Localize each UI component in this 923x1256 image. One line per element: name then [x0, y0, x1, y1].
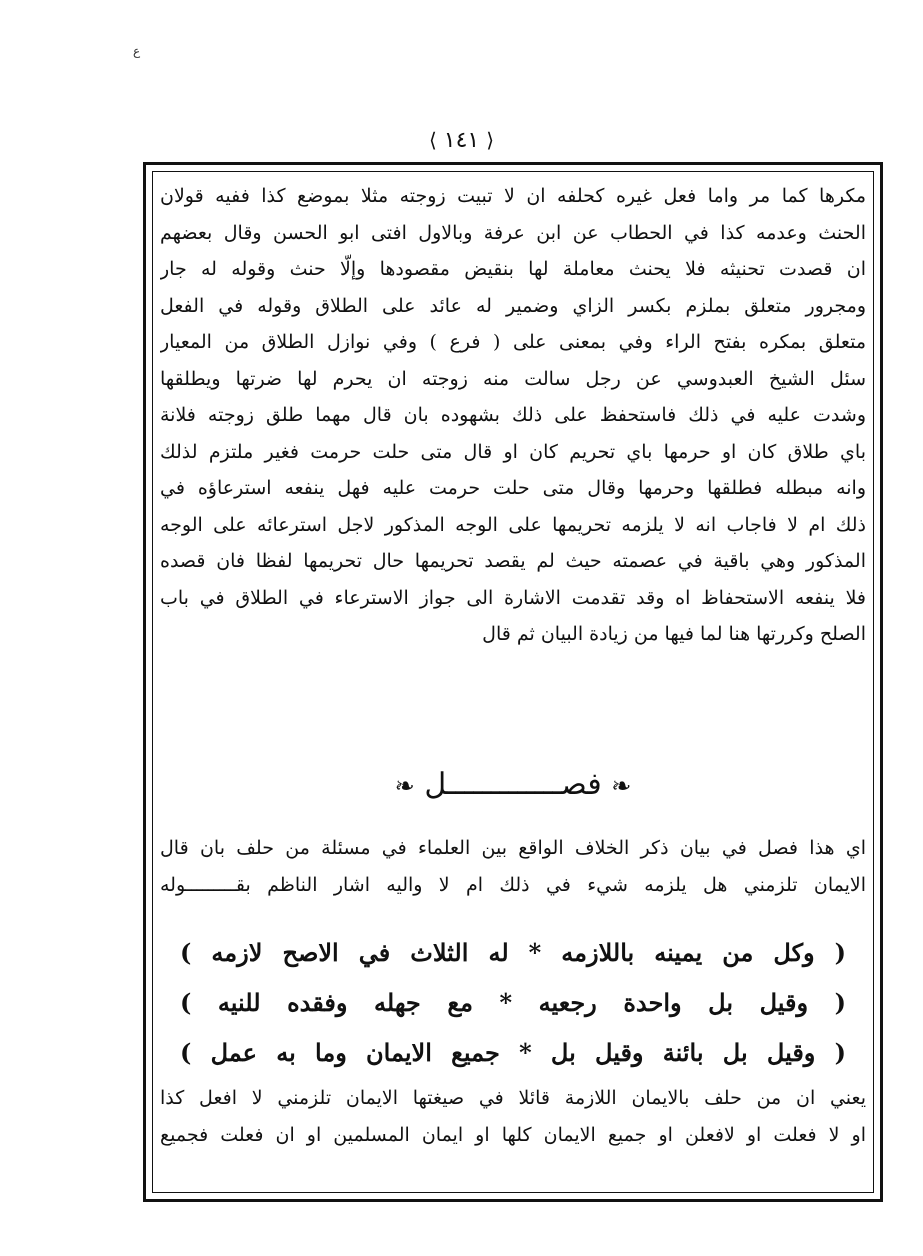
verse-block	[180, 928, 846, 1078]
body-line: وشدت عليه في ذلك فاستحفظ على ذلك بشهوده بان قال مهما طلق زوجته فلانة	[160, 404, 866, 426]
body-line: وانه مبطله فطلقها وحرمها وقال متى حلت حرمت عليه فهل ينفعه استرعاؤه في	[160, 477, 866, 499]
explanation-line: يعني ان من حلف بالايمان اللازمة قائلا في صيغتها الايمان تلزمني لا افعل كذا	[160, 1087, 866, 1109]
section-ornament-icon: ❧	[611, 772, 632, 800]
verse-line: ( وقيل بل واحدة رجعيه * مع جهله وفقده للنيه )	[180, 988, 846, 1017]
verse-line: ( وقيل بل بائنة وقيل بل * جميع الايمان وما به عمل )	[180, 1038, 846, 1067]
margin-mark: ع	[133, 44, 141, 58]
body-line: ذلك ام لا فاجاب انه لا يلزمه تحريمها على الوجه المذكور لاجل استرعائه على الوجه	[160, 513, 866, 536]
section-title: فصـــــــــــــل	[424, 767, 602, 802]
body-line: المذكور وهي باقية في عصمته حيث لم يقصد تحريمها حال تحريمها لفظا فان قصده	[160, 550, 866, 572]
body-line: الصلح وكررتها هنا لما فيها من زيادة البيان ثم قال	[482, 623, 866, 645]
page-number-header	[0, 128, 923, 153]
section-ornament-icon: ❧	[394, 772, 415, 800]
body-line: الحنث وعدمه كذا في الحطاب عن ابن عرفة وبالاول افتى ابو الحسن وقال بعضهم	[160, 221, 866, 244]
explanation-line: او لا فعلت او لافعلن او جميع الايمان كلها او ايمان المسلمين او ان فعلت فجميع	[160, 1123, 866, 1146]
intro-text	[160, 830, 866, 903]
body-line: متعلق بمكره بفتح الراء وفي بمعنى على ( فرع ) وفي نوازل الطلاق من المعيار	[160, 331, 866, 353]
intro-line: اي هذا فصل في بيان ذكر الخلاف الواقع بين العلماء في مسئلة من حلف بان قال	[160, 837, 866, 859]
body-line: مكرها كما مر واما فعل غيره كحلفه ان لا تبيت زوجته مثلا بموضع كذا ففيه قولان	[160, 185, 866, 207]
page-number-ornament-left: ⟩	[428, 128, 437, 152]
page-number: ١٤١	[443, 128, 480, 153]
body-line: باي طلاق كان او حرمها باي تحريم كان او قال متى حلت حرمت فغير ملتزم لذلك	[160, 440, 866, 463]
verse-line: ( وكل من يمينه باللازمه * له الثلاث في الاصح لازمه )	[180, 938, 846, 967]
body-text	[160, 178, 866, 653]
body-line: ان قصدت تحنيثه فلا يحنث معاملة لها بنقيض مقصودها وإلّا حنث وقوله له جار	[160, 258, 866, 280]
body-line: سئل الشيخ العبدوسي عن رجل سالت منه زوجته ان يحرم لها ضرتها ويطلقها	[160, 367, 866, 390]
explanation-text	[160, 1080, 866, 1153]
page-number-ornament-right: ⟨	[486, 128, 495, 152]
section-heading	[143, 765, 883, 806]
body-line: ومجرور متعلق بملزم بكسر الزاي وضمير له عائد على الطلاق وقوله في الفعل	[160, 294, 866, 317]
intro-line: الايمان تلزمني هل يلزمه شيء في ذلك ام لا واليه اشار الناظم بقـــــــــوله	[160, 873, 866, 896]
body-line: فلا ينفعه الاستحفاظ اه وقد تقدمت الاشارة الى جواز الاسترعاء في الطلاق في باب	[160, 586, 866, 609]
